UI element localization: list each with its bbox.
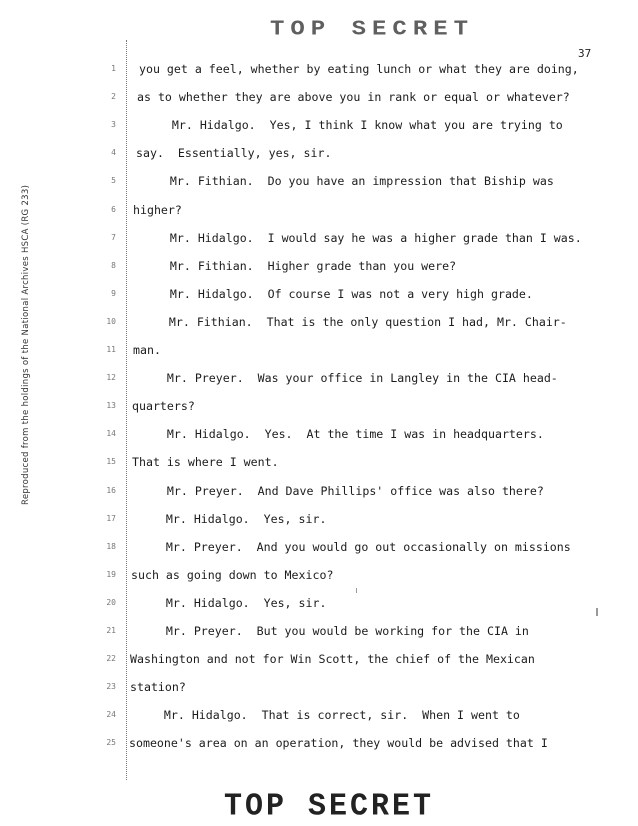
line-number: 13 bbox=[106, 401, 116, 410]
transcript-line: Mr. Hidalgo. Yes. At the time I was in headquarters. bbox=[132, 427, 544, 441]
archive-side-note: Reproduced from the holdings of the National Archives HSCA (RG 233) bbox=[21, 184, 31, 505]
footer-classification-stamp: TOP SECRET bbox=[224, 789, 435, 825]
line-number: 3 bbox=[111, 120, 116, 129]
transcript-line: Mr. Hidalgo. Yes, I think I know what you are trying to bbox=[137, 118, 563, 132]
line-number: 10 bbox=[106, 317, 116, 326]
line-number: 6 bbox=[111, 205, 116, 214]
page-number: 37 bbox=[578, 47, 592, 60]
line-number: 14 bbox=[106, 429, 116, 438]
transcript-line: Mr. Fithian. That is the only question I had, Mr. Chair- bbox=[134, 315, 567, 329]
transcript-line: That is where I went. bbox=[132, 455, 279, 469]
line-number: 22 bbox=[106, 654, 116, 663]
line-number: 4 bbox=[111, 148, 116, 157]
transcript-line: Mr. Fithian. Higher grade than you were? bbox=[135, 259, 457, 273]
line-number: 12 bbox=[106, 373, 116, 382]
transcript-line: higher? bbox=[133, 203, 182, 217]
line-number: 17 bbox=[106, 514, 116, 523]
line-number: 5 bbox=[111, 176, 116, 185]
line-number: 19 bbox=[106, 570, 116, 579]
line-number: 16 bbox=[106, 486, 116, 495]
transcript-line: station? bbox=[130, 680, 186, 694]
transcript-line: Mr. Hidalgo. Of course I was not a very high grade. bbox=[135, 287, 533, 301]
transcript-line: Mr. Preyer. And Dave Phillips' office was also there? bbox=[132, 484, 544, 498]
transcript-line: Mr. Hidalgo. Yes, sir. bbox=[131, 512, 327, 526]
line-number: 15 bbox=[106, 457, 116, 466]
transcript-line: Mr. Preyer. But you would be working for the CIA in bbox=[131, 624, 529, 638]
transcript-line: Mr. Hidalgo. That is correct, sir. When I went to bbox=[129, 708, 520, 722]
transcript-line: quarters? bbox=[132, 399, 195, 413]
scan-speck bbox=[356, 588, 357, 593]
transcript-line: Mr. Preyer. And you would go out occasionally on missions bbox=[131, 540, 571, 554]
transcript-line: Mr. Hidalgo. Yes, sir. bbox=[131, 596, 327, 610]
transcript-line: Mr. Fithian. Do you have an impression that Biship was bbox=[135, 174, 554, 188]
transcript-line: someone's area on an operation, they would be advised that I bbox=[129, 736, 548, 750]
header-classification-stamp: TOP SECRET bbox=[270, 17, 475, 42]
transcript-line: Washington and not for Win Scott, the chief of the Mexican bbox=[130, 652, 535, 666]
transcript-line: Mr. Preyer. Was your office in Langley in the CIA head- bbox=[132, 371, 558, 385]
line-number: 7 bbox=[111, 233, 116, 242]
line-number: 23 bbox=[106, 682, 116, 691]
transcript-line: man. bbox=[133, 343, 161, 357]
line-number: 21 bbox=[106, 626, 116, 635]
line-number: 1 bbox=[111, 64, 116, 73]
scan-speck bbox=[596, 608, 598, 616]
line-number: 9 bbox=[111, 289, 116, 298]
line-number: 2 bbox=[111, 92, 116, 101]
line-number: 20 bbox=[106, 598, 116, 607]
line-number: 8 bbox=[111, 261, 116, 270]
transcript-line: Mr. Hidalgo. I would say he was a higher grade than I was. bbox=[135, 231, 582, 245]
line-number: 25 bbox=[106, 738, 116, 747]
line-number: 18 bbox=[106, 542, 116, 551]
transcript-line: such as going down to Mexico? bbox=[131, 568, 334, 582]
transcript-line: as to whether they are above you in rank or equal or whatever? bbox=[137, 90, 570, 104]
margin-rule bbox=[126, 40, 127, 780]
transcript-line: say. Essentially, yes, sir. bbox=[136, 146, 332, 160]
line-number: 11 bbox=[106, 345, 116, 354]
transcript-line: you get a feel, whether by eating lunch or what they are doing, bbox=[139, 62, 579, 76]
line-number: 24 bbox=[106, 710, 116, 719]
